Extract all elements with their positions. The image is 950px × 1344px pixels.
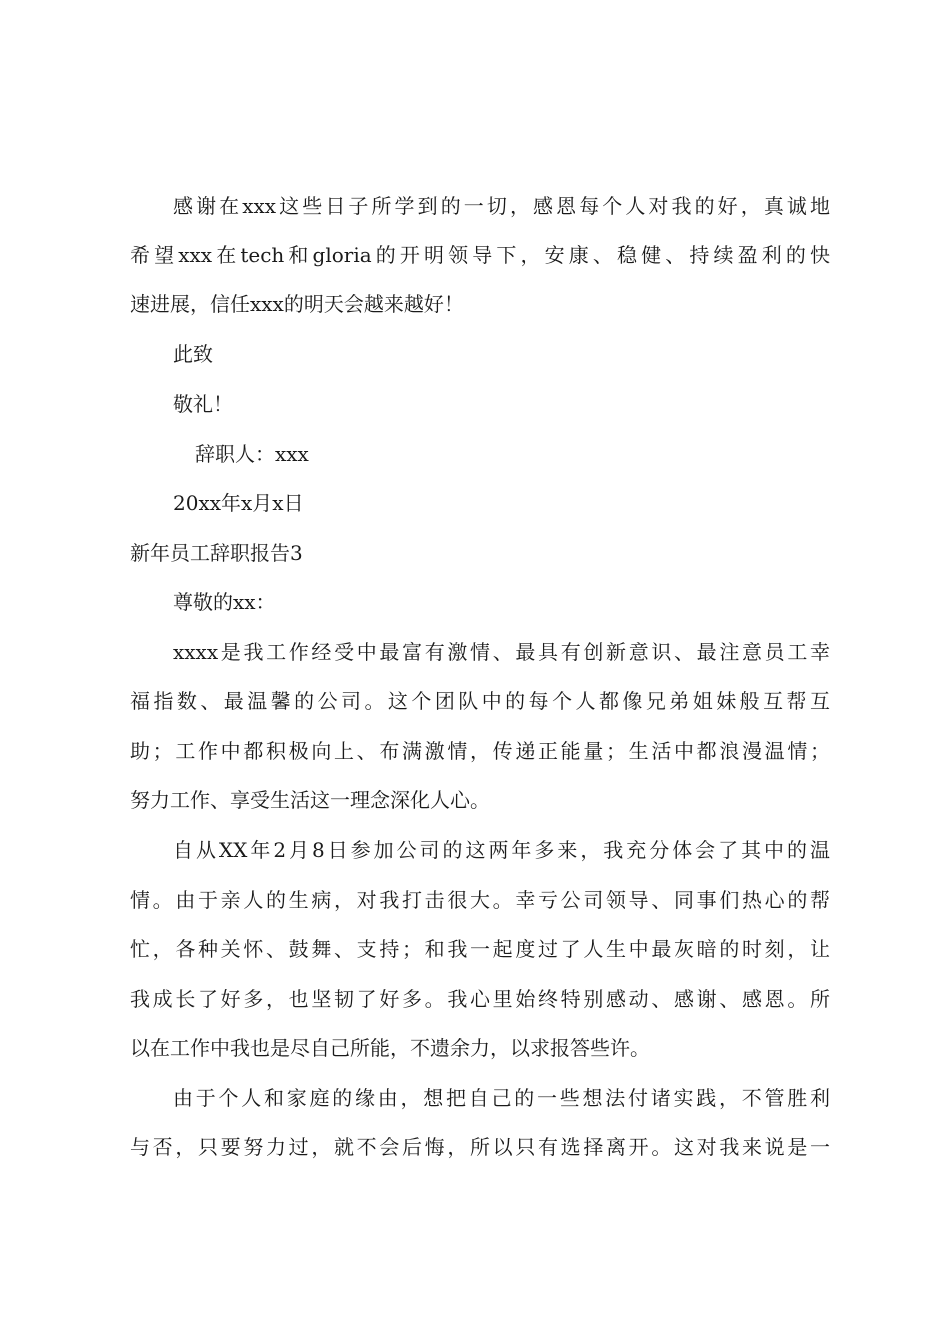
paragraph-line: 感谢在xxx这些日子所学到的一切，感恩每个人对我的好，真诚地 — [173, 194, 830, 218]
paragraph-line: 与否，只要努力过，就不会后悔，所以只有选择离开。这对我来说是一 — [130, 1135, 830, 1159]
greeting: 尊敬的xx： — [173, 590, 276, 614]
paragraph-line: 我成长了好多，也坚韧了好多。我心里始终特别感动、感谢、感恩。所 — [130, 987, 830, 1011]
paragraph-line: 由于个人和家庭的缘由，想把自己的一些想法付诸实践，不管胜利 — [173, 1086, 830, 1110]
signature-name: 辞职人：xxx — [195, 442, 309, 466]
paragraph-line: 情。由于亲人的生病，对我打击很大。幸亏公司领导、同事们热心的帮 — [130, 888, 830, 912]
paragraph-line: 希望xxx在tech和gloria的开明领导下，安康、稳健、持续盈利的快 — [130, 243, 830, 267]
paragraph-line: 助；工作中都积极向上、布满激情，传递正能量；生活中都浪漫温情； — [130, 739, 830, 763]
paragraph-line: 速进展，信任xxx的明天会越来越好！ — [130, 292, 464, 316]
closing-salutation: 此致 — [173, 342, 213, 366]
section-title: 新年员工辞职报告3 — [130, 541, 303, 565]
paragraph-line: 以在工作中我也是尽自己所能，不遗余力，以求报答些许。 — [130, 1036, 650, 1060]
closing-regards: 敬礼！ — [173, 392, 233, 416]
paragraph-line: 忙，各种关怀、鼓舞、支持；和我一起度过了人生中最灰暗的时刻，让 — [130, 937, 830, 961]
paragraph-line: 努力工作、享受生活这一理念深化人心。 — [130, 788, 490, 812]
paragraph-line: xxxx是我工作经受中最富有激情、最具有创新意识、最注意员工幸 — [173, 640, 830, 664]
signature-date: 20xx年x月x日 — [173, 491, 304, 515]
paragraph-line: 福指数、最温馨的公司。这个团队中的每个人都像兄弟姐妹般互帮互 — [130, 689, 830, 713]
paragraph-line: 自从XX年2月8日参加公司的这两年多来，我充分体会了其中的温 — [173, 838, 830, 862]
